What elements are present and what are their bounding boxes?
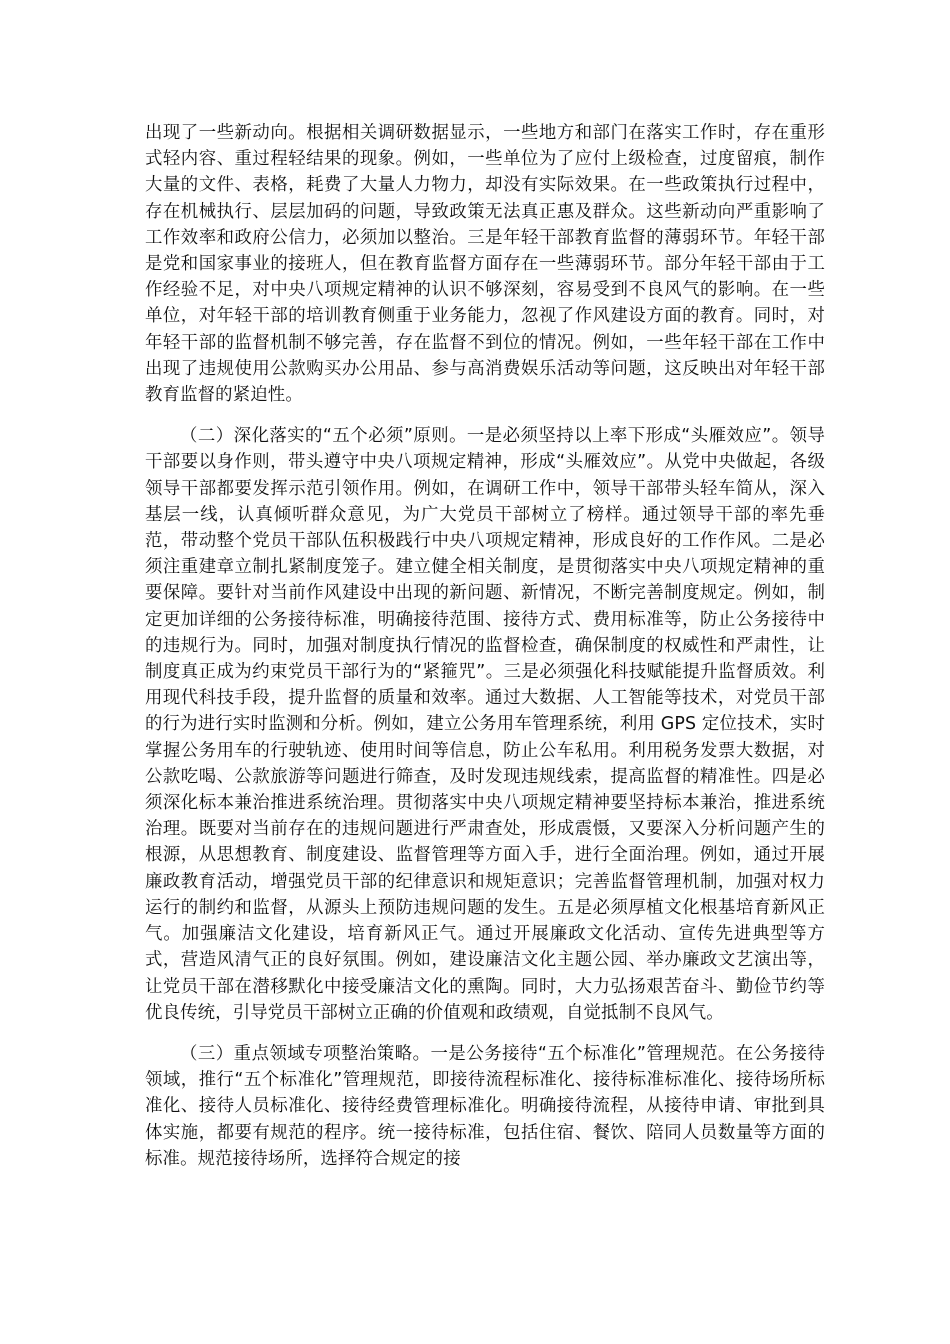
paragraph-continued: 出现了一些新动向。根据相关调研数据显示，一些地方和部门在落实工作时，存在重形式轻内容、重过程轻结果的现象。例如，一些单位为了应付上级检查，过度留痕，制作大量的文件、表格，耗费了大量人力物力，却没有实际效果。在一些政策执行过程中，存在机械执行、层层加码的问题，导致政策无法真正惠及群众。这些新动向严重影响了工作效率和政府公信力，必须加以整治。三是年轻干部教育监督的薄弱环节。年轻干部是党和国家事业的接班人，但在教育监督方面存在一些薄弱环节。部分年轻干部由于工作经验不足，对中央八项规定精神的认识不够深刻，容易受到不良风气的影响。在一些单位，对年轻干部的培训教育侧重于业务能力，忽视了作风建设方面的教育。同时，对年轻干部的监督机制不够完善，存在监督不到位的情况。例如，一些年轻干部在工作中出现了违规使用公款购买办公用品、参与高消费娱乐活动等问题，这反映出对年轻干部教育监督的紧迫性。: [145, 123, 825, 406]
document-body: [145, 120, 825, 1172]
paragraph-five-musts: （二）深化落实的“五个必须”原则。一是必须坚持以上率下形成“头雁效应”。领导干部要以身作则，带头遵守中央八项规定精神，形成“头雁效应”。从党中央做起，各级领导干部都要发挥示范引领作用。例如，在调研工作中，领导干部带头轻车简从，深入基层一线，认真倾听群众意见，为广大党员干部树立了榜样。通过领导干部的率先垂范，带动整个党员干部队伍积极践行中央八项规定精神，形成良好的工作作风。二是必须注重建章立制扎紧制度笼子。建立健全相关制度，是贯彻落实中央八项规定精神的重要保障。要针对当前作风建设中出现的新问题、新情况，不断完善制度规定。例如，制定更加详细的公务接待标准，明确接待范围、接待方式、费用标准等，防止公务接待中的违规行为。同时，加强对制度执行情况的监督检查，确保制度的权威性和严肃性，让制度真正成为约束党员干部行为的“紧箍咒”。三是必须强化科技赋能提升监督质效。利用现代科技手段，提升监督的质量和效率。通过大数据、人工智能等技术，对党员干部的行为进行实时监测和分析。例如，建立公务用车管理系统，利用 GPS 定位技术，实时掌握公务用车的行驶轨迹、使用时间等信息，防止公车私用。利用税务发票大数据，对公款吃喝、公款旅游等问题进行筛查，及时发现违规线索，提高监督的精准性。四是必须深化标本兼治推进系统治理。贯彻落实中央八项规定精神要坚持标本兼治，推进系统治理。既要对当前存在的违规问题进行严肃查处，形成震慑，又要深入分析问题产生的根源，从思想教育、制度建设、监督管理等方面入手，进行全面治理。例如，通过开展廉政教育活动，增强党员干部的纪律意识和规矩意识；完善监督管理机制，加强对权力运行的制约和监督，从源头上预防违规问题的发生。五是必须厚植文化根基培育新风正气。加强廉洁文化建设，培育新风正气。通过开展廉政文化活动、宣传先进典型等方式，营造风清气正的良好氛围。例如，建设廉洁文化主题公园、举办廉政文艺演出等，让党员干部在潜移默化中接受廉洁文化的熏陶。同时，大力弘扬艰苦奋斗、勤俭节约等优良传统，引导党员干部树立正确的价值观和政绩观，自觉抵制不良风气。: [145, 426, 825, 1023]
paragraph-special-rectification: （三）重点领域专项整治策略。一是公务接待“五个标准化”管理规范。在公务接待领域，推行“五个标准化”管理规范，即接待流程标准化、接待标准标准化、接待场所标准化、接待人员标准化、接待经费管理标准化。明确接待流程，从接待申请、审批到具体实施，都要有规范的程序。统一接待标准，包括住宿、餐饮、陪同人员数量等方面的标准。规范接待场所，选择符合规定的接: [145, 1043, 825, 1169]
